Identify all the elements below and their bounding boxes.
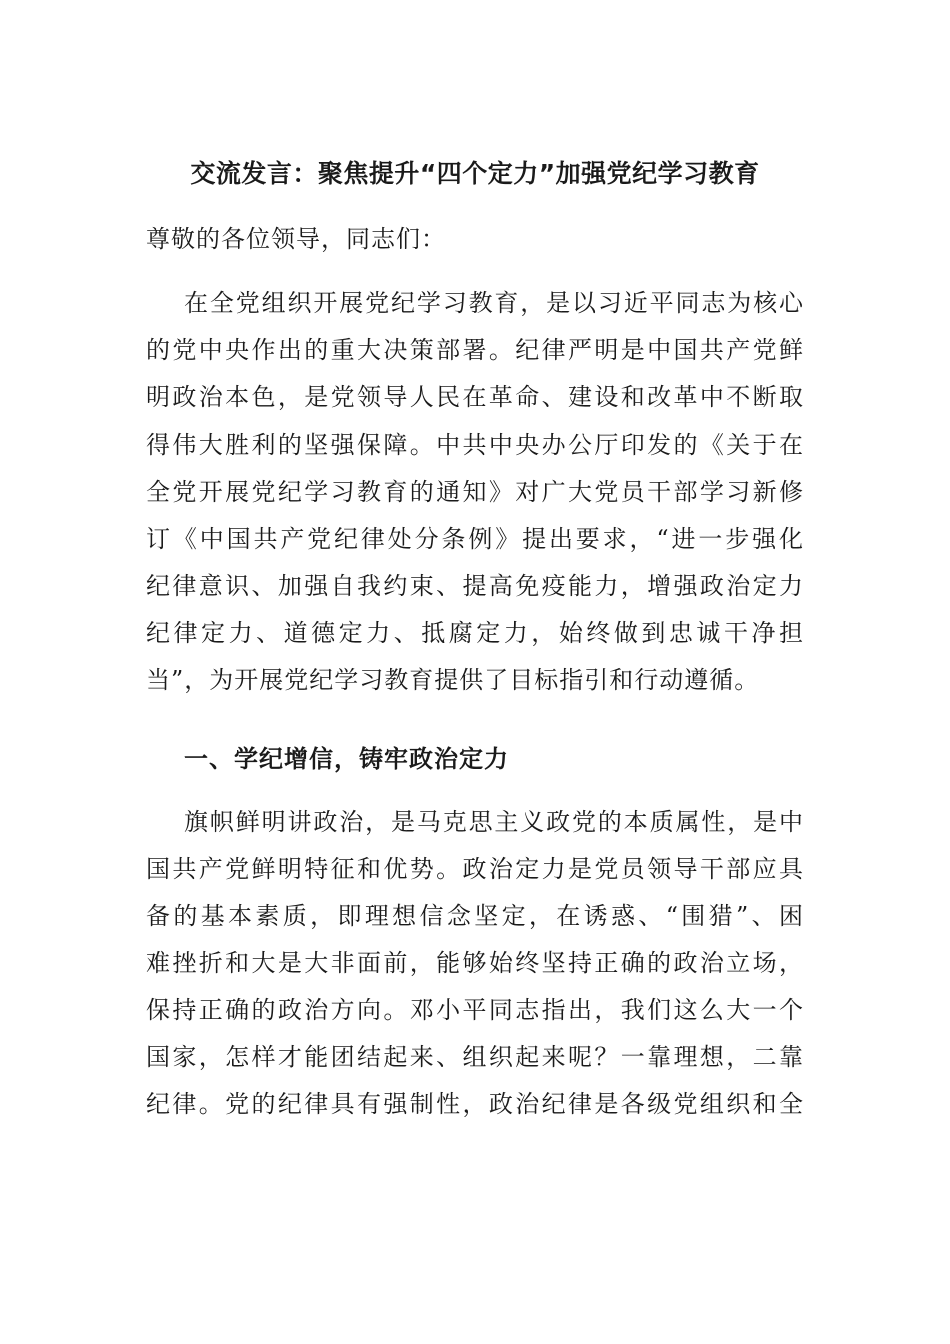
paragraph-line: 明政治本色，是党领导人民在革命、建设和改革中不断取 [146,383,804,411]
paragraph-line: 备的基本素质，即理想信念坚定，在诱惑、“围猎”、困 [146,902,804,930]
paragraph-line: 当”，为开展党纪学习教育提供了目标指引和行动遵循。 [146,666,760,694]
section-heading-1: 一、学纪增信，铸牢政治定力 [184,745,509,773]
paragraph-line: 国共产党鲜明特征和优势。政治定力是党员领导干部应具 [146,855,804,883]
paragraph-line: 全党开展党纪学习教育的通知》对广大党员干部学习新修 [146,478,804,506]
paragraph-line: 国家，怎样才能团结起来、组织起来呢？一靠理想，二靠 [146,1043,804,1071]
paragraph-line: 纪律意识、加强自我约束、提高免疫能力，增强政治定力 [146,572,804,600]
paragraph-line: 难挫折和大是大非面前，能够始终坚持正确的政治立场， [146,949,804,977]
paragraph-line: 在全党组织开展党纪学习教育，是以习近平同志为核心 [184,289,804,317]
paragraph-line: 纪律。党的纪律具有强制性，政治纪律是各级党组织和全 [146,1090,804,1118]
paragraph-line: 的党中央作出的重大决策部署。纪律严明是中国共产党鲜 [146,336,804,364]
salutation: 尊敬的各位领导，同志们： [146,225,446,253]
paragraph-line: 纪律定力、道德定力、抵腐定力，始终做到忠诚干净担 [146,619,804,647]
paragraph-line: 订《中国共产党纪律处分条例》提出要求，“进一步强化 [146,525,804,553]
document-title: 交流发言：聚焦提升“四个定力”加强党纪学习教育 [190,159,760,188]
paragraph-line: 得伟大胜利的坚强保障。中共中央办公厅印发的《关于在 [146,431,804,459]
paragraph-line: 保持正确的政治方向。邓小平同志指出，我们这么大一个 [146,996,804,1024]
paragraph-line: 旗帜鲜明讲政治，是马克思主义政党的本质属性，是中 [184,808,804,836]
